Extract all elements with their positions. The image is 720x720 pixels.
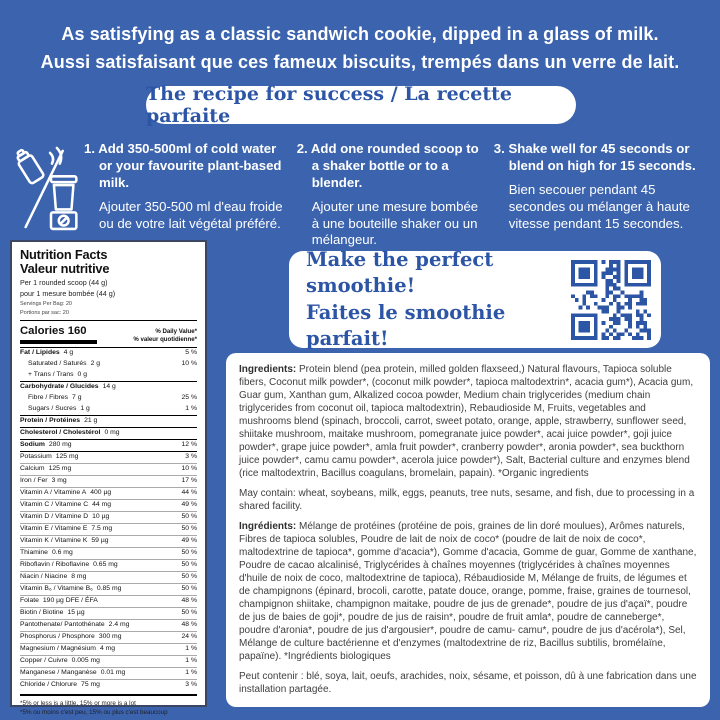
nutrition-row: Potassium 125 mg 3 %	[20, 451, 197, 463]
nutrition-row: Niacin / Niacine 8 mg 50 %	[20, 571, 197, 583]
tagline-fr: Aussi satisfaisant que ces fameux biscuits, trempés dans un verre de lait.	[40, 51, 680, 72]
nutrition-rows	[20, 347, 197, 691]
serving-size-en: Per 1 rounded scoop (44 g)	[20, 277, 108, 287]
nutrition-row: Folate 190 µg DFE / ÉFA 48 %	[20, 595, 197, 607]
servings-per-bag-fr: Portions par sac: 20	[20, 309, 69, 316]
step-text-fr: Ajouter 350-500 ml d'eau froide ou de votre lait végétal préféré.	[99, 198, 283, 231]
nutrition-row: Phosphorus / Phosphore 300 mg 24 %	[20, 631, 197, 643]
nutrition-row: Calcium 125 mg 10 %	[20, 463, 197, 475]
nutrition-row: Pantothenate/ Pantothénate 2.4 mg 48 %	[20, 619, 197, 631]
smoothie-text-en: Make the perfect smoothie!	[306, 247, 494, 298]
qr-code-icon	[571, 260, 651, 340]
dv-footnote-fr: *5% ou moins c'est peu, 15% ou plus c'est beaucoup	[20, 709, 168, 717]
nutrition-row: Manganese / Manganèse 0.01 mg 1 %	[20, 667, 197, 679]
step-number: 3.	[493, 141, 505, 156]
serving-size-fr: pour 1 mesure bombée (44 g)	[20, 289, 116, 299]
preparation-steps	[84, 141, 714, 249]
step-text-en: Add one rounded scoop to a shaker bottle or to a blender.	[310, 141, 479, 190]
nutrition-row: Vitamin D / Vitamine D 10 µg 50 %	[20, 511, 197, 523]
nutrition-title-fr: Valeur nutritive	[20, 260, 110, 276]
motion-line-icon	[50, 153, 53, 164]
dv-footnote-en: *5% or less is a little, 15% or more is a lot	[20, 699, 136, 707]
smoothie-text-fr: Faites le smoothie parfait!	[306, 300, 506, 350]
dv-header-fr: % valeur quotidienne*	[133, 336, 197, 344]
nutrition-row: Fat / Lipides 4 g 5 %	[20, 349, 197, 357]
nutrition-row: Vitamin A / Vitamine A 400 µg 44 %	[20, 487, 197, 499]
calories-value: Calories 160	[20, 325, 97, 344]
nutrition-row: Vitamin E / Vitamine E 7.5 mg 50 %	[20, 523, 197, 535]
step-number: 1.	[84, 141, 95, 156]
nutrition-row: Vitamin K / Vitamine K 59 µg 49 %	[20, 535, 197, 547]
nutrition-row: Copper / Cuivre 0.005 mg 1 %	[20, 655, 197, 667]
recipe-banner-title: The recipe for success / La recette parfaite	[146, 83, 512, 127]
nutrition-row: Sugars / Sucres 1 g 1 %	[28, 405, 197, 413]
step-text-en: Add 350-500ml of cold water or your favourite plant-based milk.	[98, 141, 282, 190]
nutrition-facts-panel	[10, 240, 207, 717]
nutrition-row: Protein / Protéines 21 g	[20, 415, 197, 427]
nutrition-row: Saturated / Saturés 2 g 10 %	[28, 360, 197, 368]
nutrition-row: Fibre / Fibres 7 g 25 %	[28, 394, 197, 402]
nutrition-row: Vitamin C / Vitamine C 44 mg 49 %	[20, 499, 197, 511]
nutrition-row: Thiamine 0.6 mg 50 %	[20, 547, 197, 559]
may-contain: May contain: wheat, soybeans, milk, eggs, peanuts, tree nuts, sesame, and fish, due to processing in a shared facility.	[239, 488, 695, 512]
shaker-or-blender-icon	[12, 138, 90, 238]
ingredients-panel	[226, 353, 710, 707]
step-text-en: Shake well for 45 seconds or blend on high for 15 seconds.	[508, 141, 696, 173]
tagline-en: As satisfying as a classic sandwich cookie, dipped in a glass of milk.	[61, 24, 659, 44]
step-text-fr: Ajouter une mesure bombée à une bouteille shaker ou un mélangeur.	[311, 198, 479, 248]
nutrition-row: Chloride / Chlorure 75 mg 3 %	[20, 679, 197, 691]
top-tagline	[0, 21, 720, 77]
smoothie-banner	[289, 247, 661, 350]
step-text-fr: Bien secouer pendant 45 secondes ou mélanger à haute vitesse pendant 15 secondes.	[508, 181, 690, 231]
ingredients-fr: Ingrédients: Mélange de protéines (protéine de pois, graines de lin doré moulues), Arômes naturels, Fibres de tapioca solubles, Poudre de lait de noix de coco* (poudre de lait de noix de coco*, maltodextrine de tapioca*, gomme d'acacia*), Gomme d'acacia, Gomme de guar, Gomme de xanthane, Poudre de cacao alcalinisé, Triglycérides à chaînes moyennes (triglycérides à chaînes moyennes d'huile de noix de coco, maltodextrine de tapioca), Rébaudioside M, Mélange de fruits, de légumes et de champignons (épinard, brocoli, carotte, patate douce, orange, pomme, fraise, graines de tournesol, champignon shiitake, champignon maitake, poudre de jus de grenade*, poudre de jus d'açaï*, poudre de jus de baies de goji*, poudre de jus de raisin*, poudre de fruit amla*, poudre de canneberge*, poudre d'aronia*, poudre de jus d'argousier*, poudre de camu- camu*, poudre de jus d'acérola*), Sel, Mélange de culture bactérienne et d'enzymes (maltodextrine de riz, Bacillus subtilis, bromélaïne, papaïne). *Ingrédients biologiques	[239, 521, 697, 662]
nutrition-row: Cholesterol / Cholestérol 0 mg	[20, 427, 197, 439]
ingredients-en: Ingredients: Protein blend (pea protein, milled golden flaxseed,) Natural flavours, Tapioca soluble fibers, Coconut milk powder*, (coconut milk powder*, tapioca maltodextrin*, acacia gum*), Acacia gum, Guar gum, Xanthan gum, Alkalized cocoa powder, Medium chain triglycerides (medium chain triglycerides from coconut oil, tapioca maltodextrin), Rebaudioside M, Fruits, vegetables and mushrooms blend (spinach, broccoli, carrot, sweet potato, orange, apple, strawberry, sunflower seed, shiitake mushroom, maitake mushroom, pomegranate juice powder*, acai juice powder*, goji juice powder*, grape juice powder*, amla fruit powder*, cranberry powder*, aronia powder*, sea buckthorn juice powder*, camu camu powder*, acerola juice powder*), Salt, Bacterial culture and enzymes blend (rice maltodextrin, Bacillus coagulans, bromelain, papain). *Organic ingredients	[239, 364, 694, 479]
nutrition-row: Biotin / Biotine 15 µg 50 %	[20, 607, 197, 619]
recipe-banner	[146, 83, 576, 127]
nutrition-row: Iron / Fer 3 mg 17 %	[20, 475, 197, 487]
step-number: 2.	[296, 141, 308, 156]
slash-divider	[26, 151, 63, 227]
nutrition-row: Riboflavin / Riboflavine 0.65 mg 50 %	[20, 559, 197, 571]
peut-contenir: Peut contenir : blé, soya, lait, oeufs, arachides, noix, sésame, et poisson, dû à une fabrication dans une installation partagée.	[239, 671, 697, 695]
blender-icon	[51, 176, 76, 229]
step-3	[494, 141, 714, 249]
step-1	[84, 141, 287, 249]
nutrition-row: Magnesium / Magnésium 4 mg 1 %	[20, 643, 197, 655]
nutrition-title-en: Nutrition Facts	[20, 247, 108, 262]
step-2	[297, 141, 486, 249]
nutrition-row: + Trans / Trans 0 g	[28, 371, 87, 379]
shaker-bottle-icon	[13, 147, 44, 184]
servings-per-bag-en: Servings Per Bag: 20	[20, 301, 72, 308]
nutrition-row: Sodium 280 mg 12 %	[20, 439, 197, 451]
dv-header-en: % Daily Value*	[155, 327, 197, 335]
nutrition-row: Carbohydrate / Glucides 14 g	[20, 381, 197, 393]
nutrition-row: Vitamin B₆ / Vitamine B₆ 0.85 mg 50 %	[20, 583, 197, 595]
